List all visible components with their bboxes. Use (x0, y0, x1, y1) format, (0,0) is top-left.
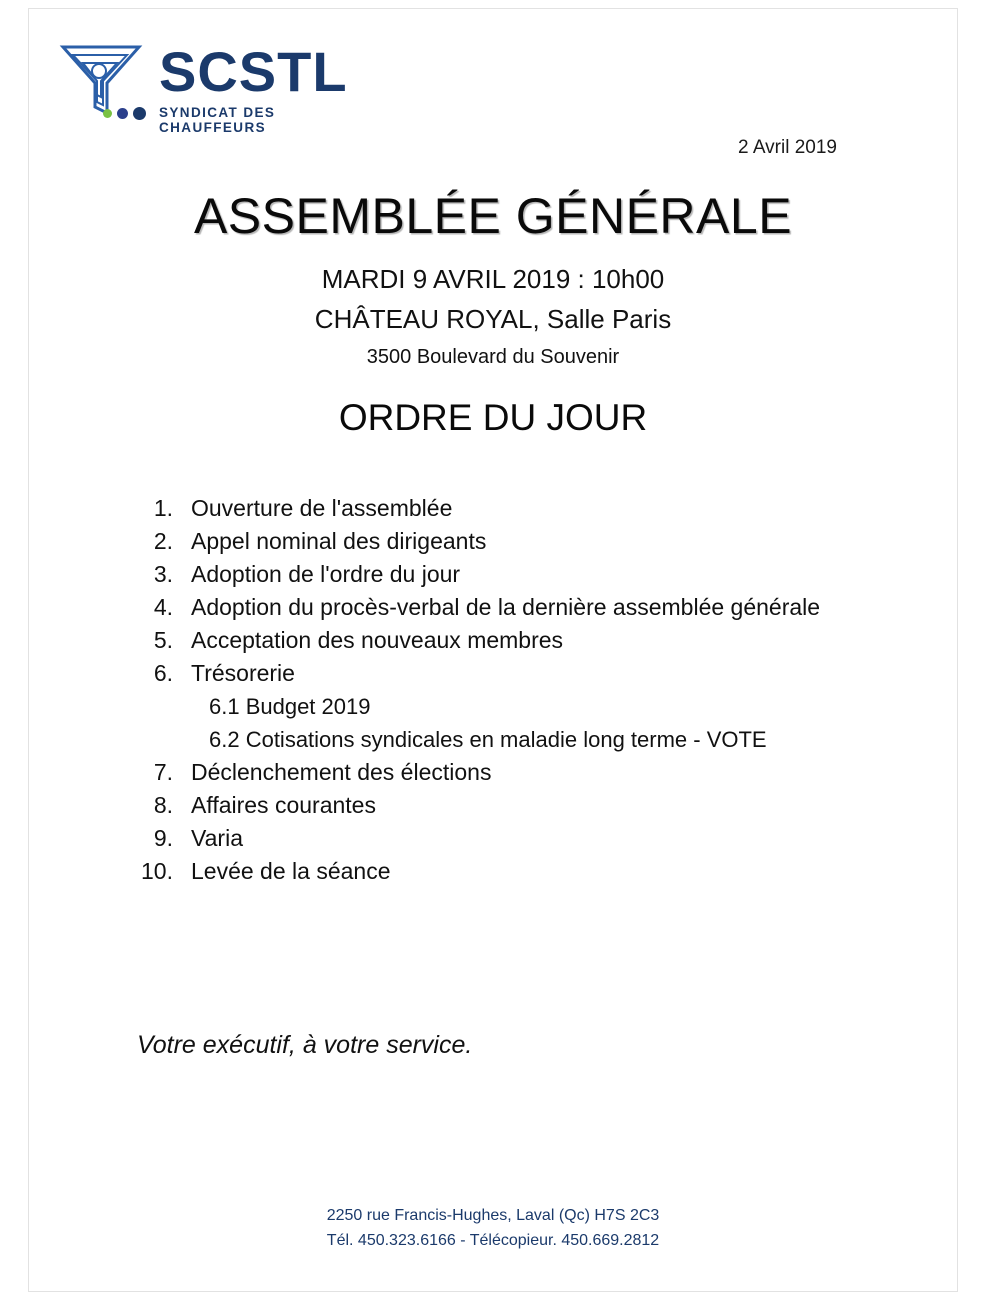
list-item-label: Affaires courantes (191, 792, 376, 818)
brand-tagline: SYNDICAT DES CHAUFFEURS (159, 105, 276, 135)
document-date: 2 Avril 2019 (738, 137, 837, 158)
meeting-datetime: MARDI 9 AVRIL 2019 : 10h00 (321, 264, 665, 294)
list-item (129, 591, 909, 624)
list-sub-item: 6.2 Cotisations syndicales en maladie long terme - VOTE (209, 727, 767, 752)
brand-name: SCSTL (159, 40, 348, 103)
list-item-label: Appel nominal des dirigeants (191, 528, 487, 554)
list-item-label: Ouverture de l'assemblée (191, 495, 453, 521)
list-item-label: Varia (191, 825, 243, 851)
list-item-number: 5. (153, 627, 173, 653)
meeting-address: 3500 Boulevard du Souvenir (366, 346, 620, 368)
footer-contact: Tél. 450.323.6166 - Télécopieur. 450.669.2812 (326, 1232, 660, 1249)
list-item (129, 822, 909, 855)
list-item-number: 3. (153, 561, 173, 587)
agenda-list (129, 492, 909, 888)
closing-text: Votre exécutif, à votre service. (137, 1031, 473, 1059)
list-item-number: 2. (153, 528, 173, 554)
page-title: ASSEMBLÉE GÉNÉRALE (193, 188, 793, 244)
meeting-venue: CHÂTEAU ROYAL, Salle Paris (314, 304, 672, 334)
list-item-number: 9. (153, 825, 173, 851)
list-item (129, 525, 909, 558)
list-item-label: Levée de la séance (191, 858, 391, 884)
logo-dots (103, 107, 146, 120)
list-item (129, 855, 909, 888)
logo-dot-navy (133, 107, 146, 120)
footer (29, 1203, 957, 1253)
document-page (28, 8, 958, 1292)
logo (55, 37, 385, 135)
list-item-number: 10. (141, 858, 173, 884)
list-item-label: Adoption du procès-verbal de la dernière assemblée générale (191, 594, 821, 620)
list-item-number: 1. (153, 495, 173, 521)
logo-dot-green (103, 109, 112, 118)
list-item-label: Trésorerie (191, 660, 295, 686)
logo-dot-blue (117, 108, 128, 119)
list-item (129, 558, 909, 591)
list-sub-item: 6.1 Budget 2019 (209, 694, 371, 719)
list-item (129, 624, 909, 657)
footer-address: 2250 rue Francis-Hughes, Laval (Qc) H7S 2C3 (326, 1207, 660, 1224)
list-item-number: 4. (153, 594, 173, 620)
list-item-label: Déclenchement des élections (191, 759, 492, 785)
list-item-label: Acceptation des nouveaux membres (191, 627, 564, 653)
list-item-number: 6. (153, 660, 173, 686)
list-item-number: 7. (153, 759, 173, 785)
list-item-number: 8. (153, 792, 173, 818)
list-item (129, 492, 909, 525)
list-item-label: Adoption de l'ordre du jour (191, 561, 461, 587)
list-item (129, 657, 909, 690)
list-item (129, 756, 909, 789)
list-item (129, 789, 909, 822)
agenda-heading: ORDRE DU JOUR (338, 397, 648, 438)
